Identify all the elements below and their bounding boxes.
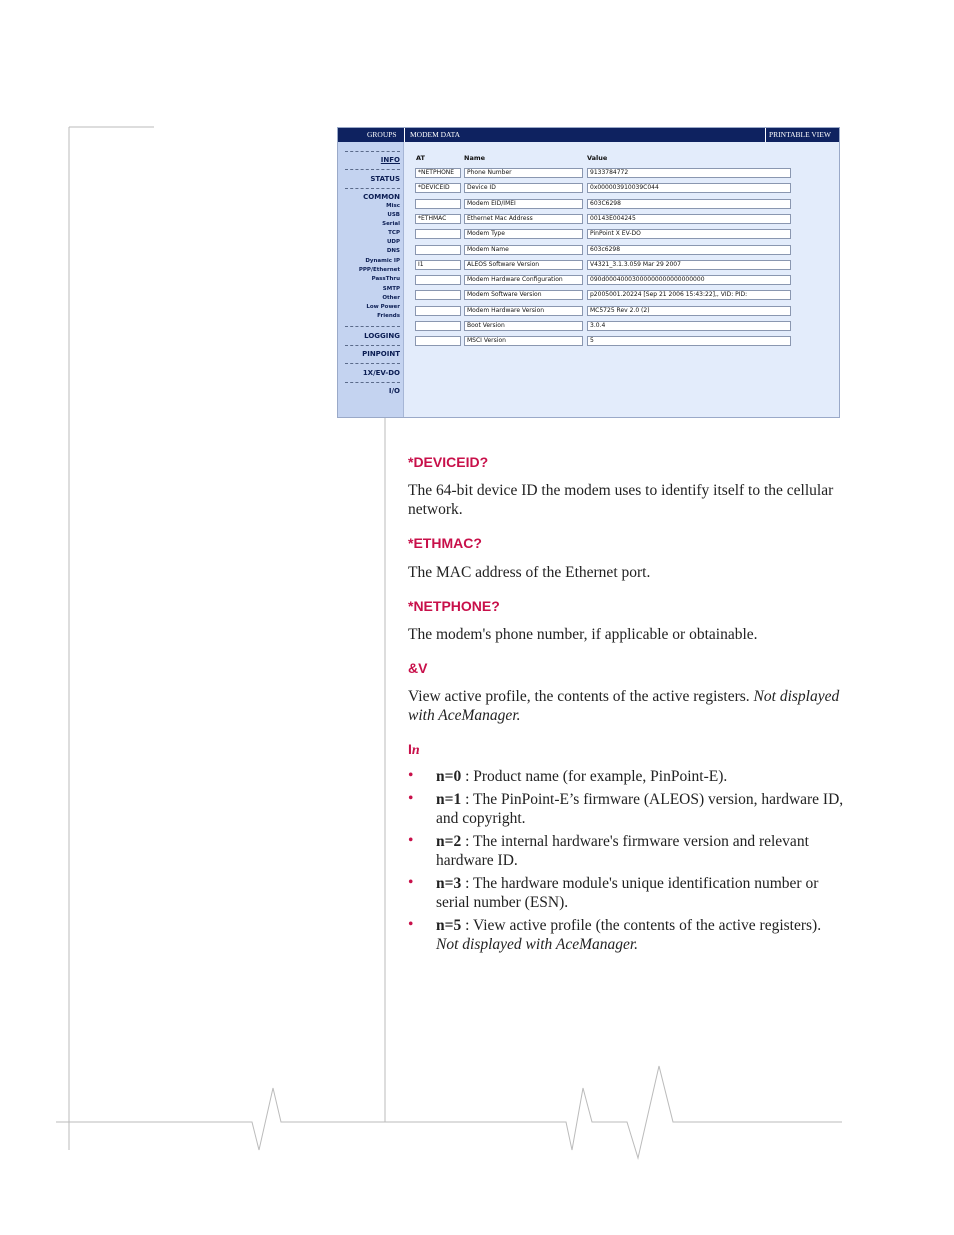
header-name: Name bbox=[464, 154, 486, 162]
name-cell: Device ID bbox=[464, 183, 583, 193]
name-cell: Modem Name bbox=[464, 245, 583, 255]
name-cell: Modem Hardware Configuration bbox=[464, 275, 583, 285]
bullet-item bbox=[436, 790, 846, 828]
name-cell: Modem Software Version bbox=[464, 290, 583, 300]
nav-sub-ppp-ethernet[interactable]: PPP/Ethernet bbox=[358, 267, 400, 273]
value-cell: MC5725 Rev 2.0 (2) bbox=[587, 306, 791, 316]
at-cell bbox=[415, 306, 461, 316]
value-cell: 603C6298 bbox=[587, 199, 791, 209]
bullet-text: : The hardware module's unique identification number or serial number (ESN). bbox=[436, 875, 819, 911]
nav-sub-tcp[interactable]: TCP bbox=[388, 230, 400, 236]
nav-status[interactable]: STATUS bbox=[370, 175, 400, 183]
name-cell: Modem EID/IMEI bbox=[464, 199, 583, 209]
ethmac-description: The MAC address of the Ethernet port. bbox=[408, 564, 651, 581]
bullet-marker: • bbox=[408, 916, 414, 933]
nav-logging[interactable]: LOGGING bbox=[364, 332, 400, 340]
header-value: Value bbox=[587, 154, 608, 162]
value-cell: 3.0.4 bbox=[587, 321, 791, 331]
bullet-marker: • bbox=[408, 832, 414, 849]
modem-data-table bbox=[405, 142, 839, 417]
value-cell: 00143E004245 bbox=[587, 214, 791, 224]
bullet-marker: • bbox=[408, 767, 414, 784]
groups-title: GROUPS bbox=[367, 130, 397, 139]
printable-view-link[interactable]: PRINTABLE VIEW bbox=[769, 130, 831, 139]
nav-sub-udp[interactable]: UDP bbox=[386, 239, 400, 245]
nav-sub-dns[interactable]: DNS bbox=[386, 248, 400, 254]
bullet-item bbox=[436, 874, 846, 912]
in-heading bbox=[408, 741, 420, 759]
at-cell bbox=[415, 321, 461, 331]
nav-sub-misc[interactable]: Misc bbox=[386, 203, 400, 209]
netphone-heading: *NETPHONE? bbox=[408, 598, 500, 614]
at-cell bbox=[415, 290, 461, 300]
header-at: AT bbox=[416, 154, 425, 162]
value-cell: 9133784772 bbox=[587, 168, 791, 178]
v-heading: &V bbox=[408, 660, 428, 676]
nav-1x-evdo[interactable]: 1X/EV-DO bbox=[362, 369, 400, 377]
nav-sub-other[interactable]: Other bbox=[382, 295, 400, 301]
value-cell: PinPoint X EV-DO bbox=[587, 229, 791, 239]
nav-sub-friends[interactable]: Friends bbox=[377, 313, 400, 319]
bullet-note: Not displayed with AceManager. bbox=[436, 936, 639, 953]
at-cell: *DEVICEID bbox=[415, 183, 461, 193]
deviceid-heading: *DEVICEID? bbox=[408, 454, 489, 470]
at-cell bbox=[415, 245, 461, 255]
bullet-marker: • bbox=[408, 790, 414, 807]
value-cell: V4321_3.1.3.059 Mar 29 2007 bbox=[587, 260, 791, 270]
nav-io[interactable]: I/O bbox=[388, 387, 400, 395]
nav-sub-low-power[interactable]: Low Power bbox=[366, 304, 400, 310]
nav-sub-serial[interactable]: Serial bbox=[382, 221, 400, 227]
bullet-text: : The PinPoint-E’s firmware (ALEOS) version, hardware ID, and copyright. bbox=[436, 791, 844, 827]
at-cell bbox=[415, 199, 461, 209]
nav-sub-usb[interactable]: USB bbox=[387, 212, 400, 218]
in-heading-var: n bbox=[411, 743, 420, 758]
v-text: View active profile, the contents of the active registers. bbox=[408, 688, 754, 705]
modem-data-screenshot bbox=[337, 127, 840, 418]
bullet-key: n=2 bbox=[436, 833, 462, 850]
nav-common[interactable]: COMMON bbox=[363, 193, 400, 201]
nav-pinpoint[interactable]: PINPOINT bbox=[362, 350, 400, 358]
bullet-item bbox=[436, 832, 846, 870]
name-cell: Ethernet Mac Address bbox=[464, 214, 583, 224]
nav-sub-smtp[interactable]: SMTP bbox=[382, 286, 400, 292]
name-cell: Modem Type bbox=[464, 229, 583, 239]
value-cell: 090d00040003000000000000000000 bbox=[587, 275, 791, 285]
bullet-item bbox=[436, 916, 846, 954]
bullet-key: n=1 bbox=[436, 791, 462, 808]
in-heading-prefix: I bbox=[408, 741, 412, 757]
value-cell: p2005001.20224 [Sep 21 2006 15:43:22],, VID: PID: bbox=[587, 290, 791, 300]
name-cell: MSCI Version bbox=[464, 336, 583, 346]
groups-sidebar bbox=[338, 142, 404, 417]
v-note: Not displayed with AceManager. bbox=[408, 688, 840, 724]
name-cell: Modem Hardware Version bbox=[464, 306, 583, 316]
at-cell: *ETHMAC bbox=[415, 214, 461, 224]
bullet-key: n=5 bbox=[436, 917, 462, 934]
at-cell bbox=[415, 336, 461, 346]
nav-info[interactable]: INFO bbox=[380, 156, 400, 164]
nav-sub-passthru[interactable]: PassThru bbox=[371, 276, 400, 282]
at-cell: *NETPHONE bbox=[415, 168, 461, 178]
bullet-text: : Product name (for example, PinPoint-E). bbox=[461, 768, 728, 785]
at-cell: I1 bbox=[415, 260, 461, 270]
name-cell: ALEOS Software Version bbox=[464, 260, 583, 270]
netphone-description: The modem's phone number, if applicable or obtainable. bbox=[408, 626, 758, 643]
bullet-text: : The internal hardware's firmware version and relevant hardware ID. bbox=[436, 833, 809, 869]
deviceid-description: The 64-bit device ID the modem uses to identify itself to the cellular network. bbox=[408, 482, 834, 518]
value-cell: 603c6298 bbox=[587, 245, 791, 255]
bullet-text: : View active profile (the contents of the active registers). bbox=[461, 917, 822, 934]
modem-data-title: MODEM DATA bbox=[410, 130, 461, 139]
v-description bbox=[408, 687, 843, 725]
at-cell bbox=[415, 229, 461, 239]
bullet-key: n=3 bbox=[436, 875, 462, 892]
panel-title-bar bbox=[338, 128, 839, 142]
name-cell: Phone Number bbox=[464, 168, 583, 178]
value-cell: 0x000003910039C044 bbox=[587, 183, 791, 193]
ethmac-heading: *ETHMAC? bbox=[408, 535, 482, 551]
value-cell: 5 bbox=[587, 336, 791, 346]
bullet-marker: • bbox=[408, 874, 414, 891]
bullet-item bbox=[436, 767, 846, 786]
name-cell: Boot Version bbox=[464, 321, 583, 331]
at-cell bbox=[415, 275, 461, 285]
bullet-key: n=0 bbox=[436, 768, 462, 785]
nav-sub-dynamic-ip[interactable]: Dynamic IP bbox=[365, 258, 400, 264]
